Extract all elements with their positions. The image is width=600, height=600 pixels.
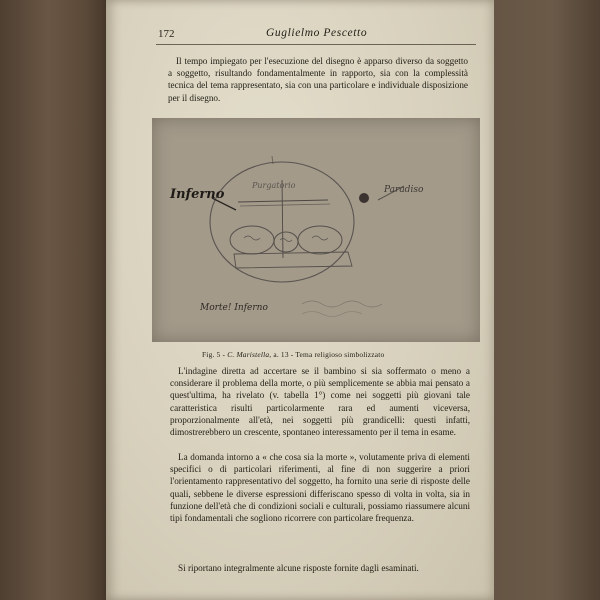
running-head: Guglielmo Pescetto — [266, 27, 368, 39]
handwriting-left: Inferno — [170, 187, 225, 202]
caption-suffix: a. 13 - Tema religioso simbolizzato — [271, 350, 385, 359]
caption-prefix: Fig. 5 - — [202, 350, 228, 359]
header-rule — [156, 44, 476, 45]
child-drawing — [152, 118, 480, 342]
paragraph-risposte: Si riportano integralmente alcune risposte fornite dagli esaminati. — [178, 563, 419, 573]
handwriting-bottom: Morte! Inferno — [200, 303, 268, 313]
caption-name: C. Maristella, — [227, 350, 272, 359]
figure-drawing — [152, 118, 480, 342]
handwriting-right: Paradiso — [384, 185, 424, 195]
paragraph-intro: Il tempo impiegato per l'esecuzione del disegno è apparso diverso da soggetto a soggetto, risultando fondamentalmente in rapporto, sia con la complessità tecnica del tema rappresentato, sia con una particolare e individuale disposizione per il disegno. — [168, 56, 468, 103]
handwriting-top: Purgatorio — [252, 181, 296, 190]
paragraph-indagine: L'indagine diretta ad accertare se il bambino si sia soffermato o meno a considerare il problema della morte, o più semplicemente se abbia mai pensato a quest'ultima, ha rivelato (v. tabella 1°) come nei soggetti più giovani tale caratteristica risulti particolarmente rara ed aumenti viceversa, proporzionalmente all'età, nei soggetti più grandicelli: questi infatti, dimostrerebbero un crescente, spontaneo interessamento per il tema in esame. — [170, 366, 470, 438]
paragraph-domanda: La domanda intorno a « che cosa sia la morte », volutamente priva di elementi specifici o di particolari riferimenti, al fine di non suggerire a priori l'orientamento rappresentativo del soggetto, ha fornito una serie di risposte delle quali, sebbene le diverse espressioni differiscano spesso di volta in volta, sia in funzione dell'età che di condizioni sociali e culturali, possiamo riassumere alcuni tipi fondamentali che sogliono ricorrere con particolare frequenza. — [170, 452, 470, 524]
figure-caption — [202, 350, 384, 359]
page-number: 172 — [158, 28, 175, 40]
book-page — [106, 0, 494, 600]
